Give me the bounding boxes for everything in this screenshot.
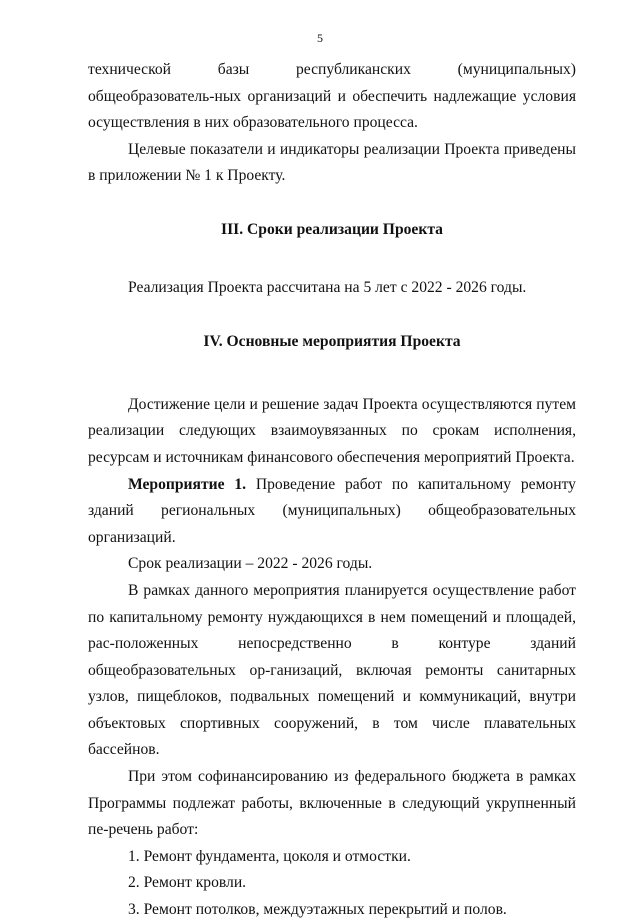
list-item: 1. Ремонт фундамента, цоколя и отмостки. — [128, 847, 411, 865]
measure-1-text: Проведение работ по капитальному ремонту зданий региональных (муниципальных) общеобразовательных организаций. — [88, 475, 576, 546]
paragraph-cofinancing: При этом софинансированию из федерального бюджета в рамках Программы подлежат работы, включенные в следующий укрупненный пе-речень работ: — [88, 768, 576, 839]
spacer — [88, 301, 576, 329]
paragraph-continuation: технической базы республиканских (муниципальных) общеобразователь-ных организаций и обеспечить надлежащие условия осуществления в них образовательного процесса. — [88, 61, 576, 132]
paragraph-term: Срок реализации – 2022 - 2026 годы. — [128, 555, 373, 573]
spacer — [88, 356, 576, 392]
measure-1-label: Мероприятие 1. — [128, 475, 247, 493]
paragraph-indicators: Целевые показатели и индикаторы реализации Проекта приведены в приложении № 1 к Проекту. — [88, 140, 576, 185]
list-item: 3. Ремонт потолков, междуэтажных перекрытий и полов. — [128, 901, 507, 919]
paragraph-measure-1 — [88, 472, 576, 552]
spacer — [88, 190, 576, 217]
section-heading-4: IV. Основные мероприятия Проекта — [203, 333, 461, 351]
paragraph-goals: Достижение цели и решение задач Проекта осуществляются путем реализации следующих взаимоувязанных по срокам исполнения, ресурсам и источникам финансового обеспечения мероприятий Проекта. — [88, 395, 576, 466]
section-heading-3: III. Сроки реализации Проекта — [221, 220, 443, 238]
page-number: 5 — [317, 31, 323, 45]
paragraph-duration: Реализация Проекта рассчитана на 5 лет с 2022 - 2026 годы. — [128, 278, 527, 296]
list-item: 2. Ремонт кровли. — [128, 874, 247, 892]
spacer — [88, 244, 576, 275]
document-body — [88, 57, 576, 924]
paragraph-scope: В рамках данного мероприятия планируется осуществление работ по капитальному ремонту нуждающихся в нем помещений и площадей, рас-положенных непосредственно в контуре зданий общеобразовательных ор-ганизаций, включая ремонты санитарных узлов, пищеблоков, подвальных помещений и коммуникаций, внутри объектовых спортивных сооружений, в том числе плавательных бассейнов. — [88, 581, 576, 759]
